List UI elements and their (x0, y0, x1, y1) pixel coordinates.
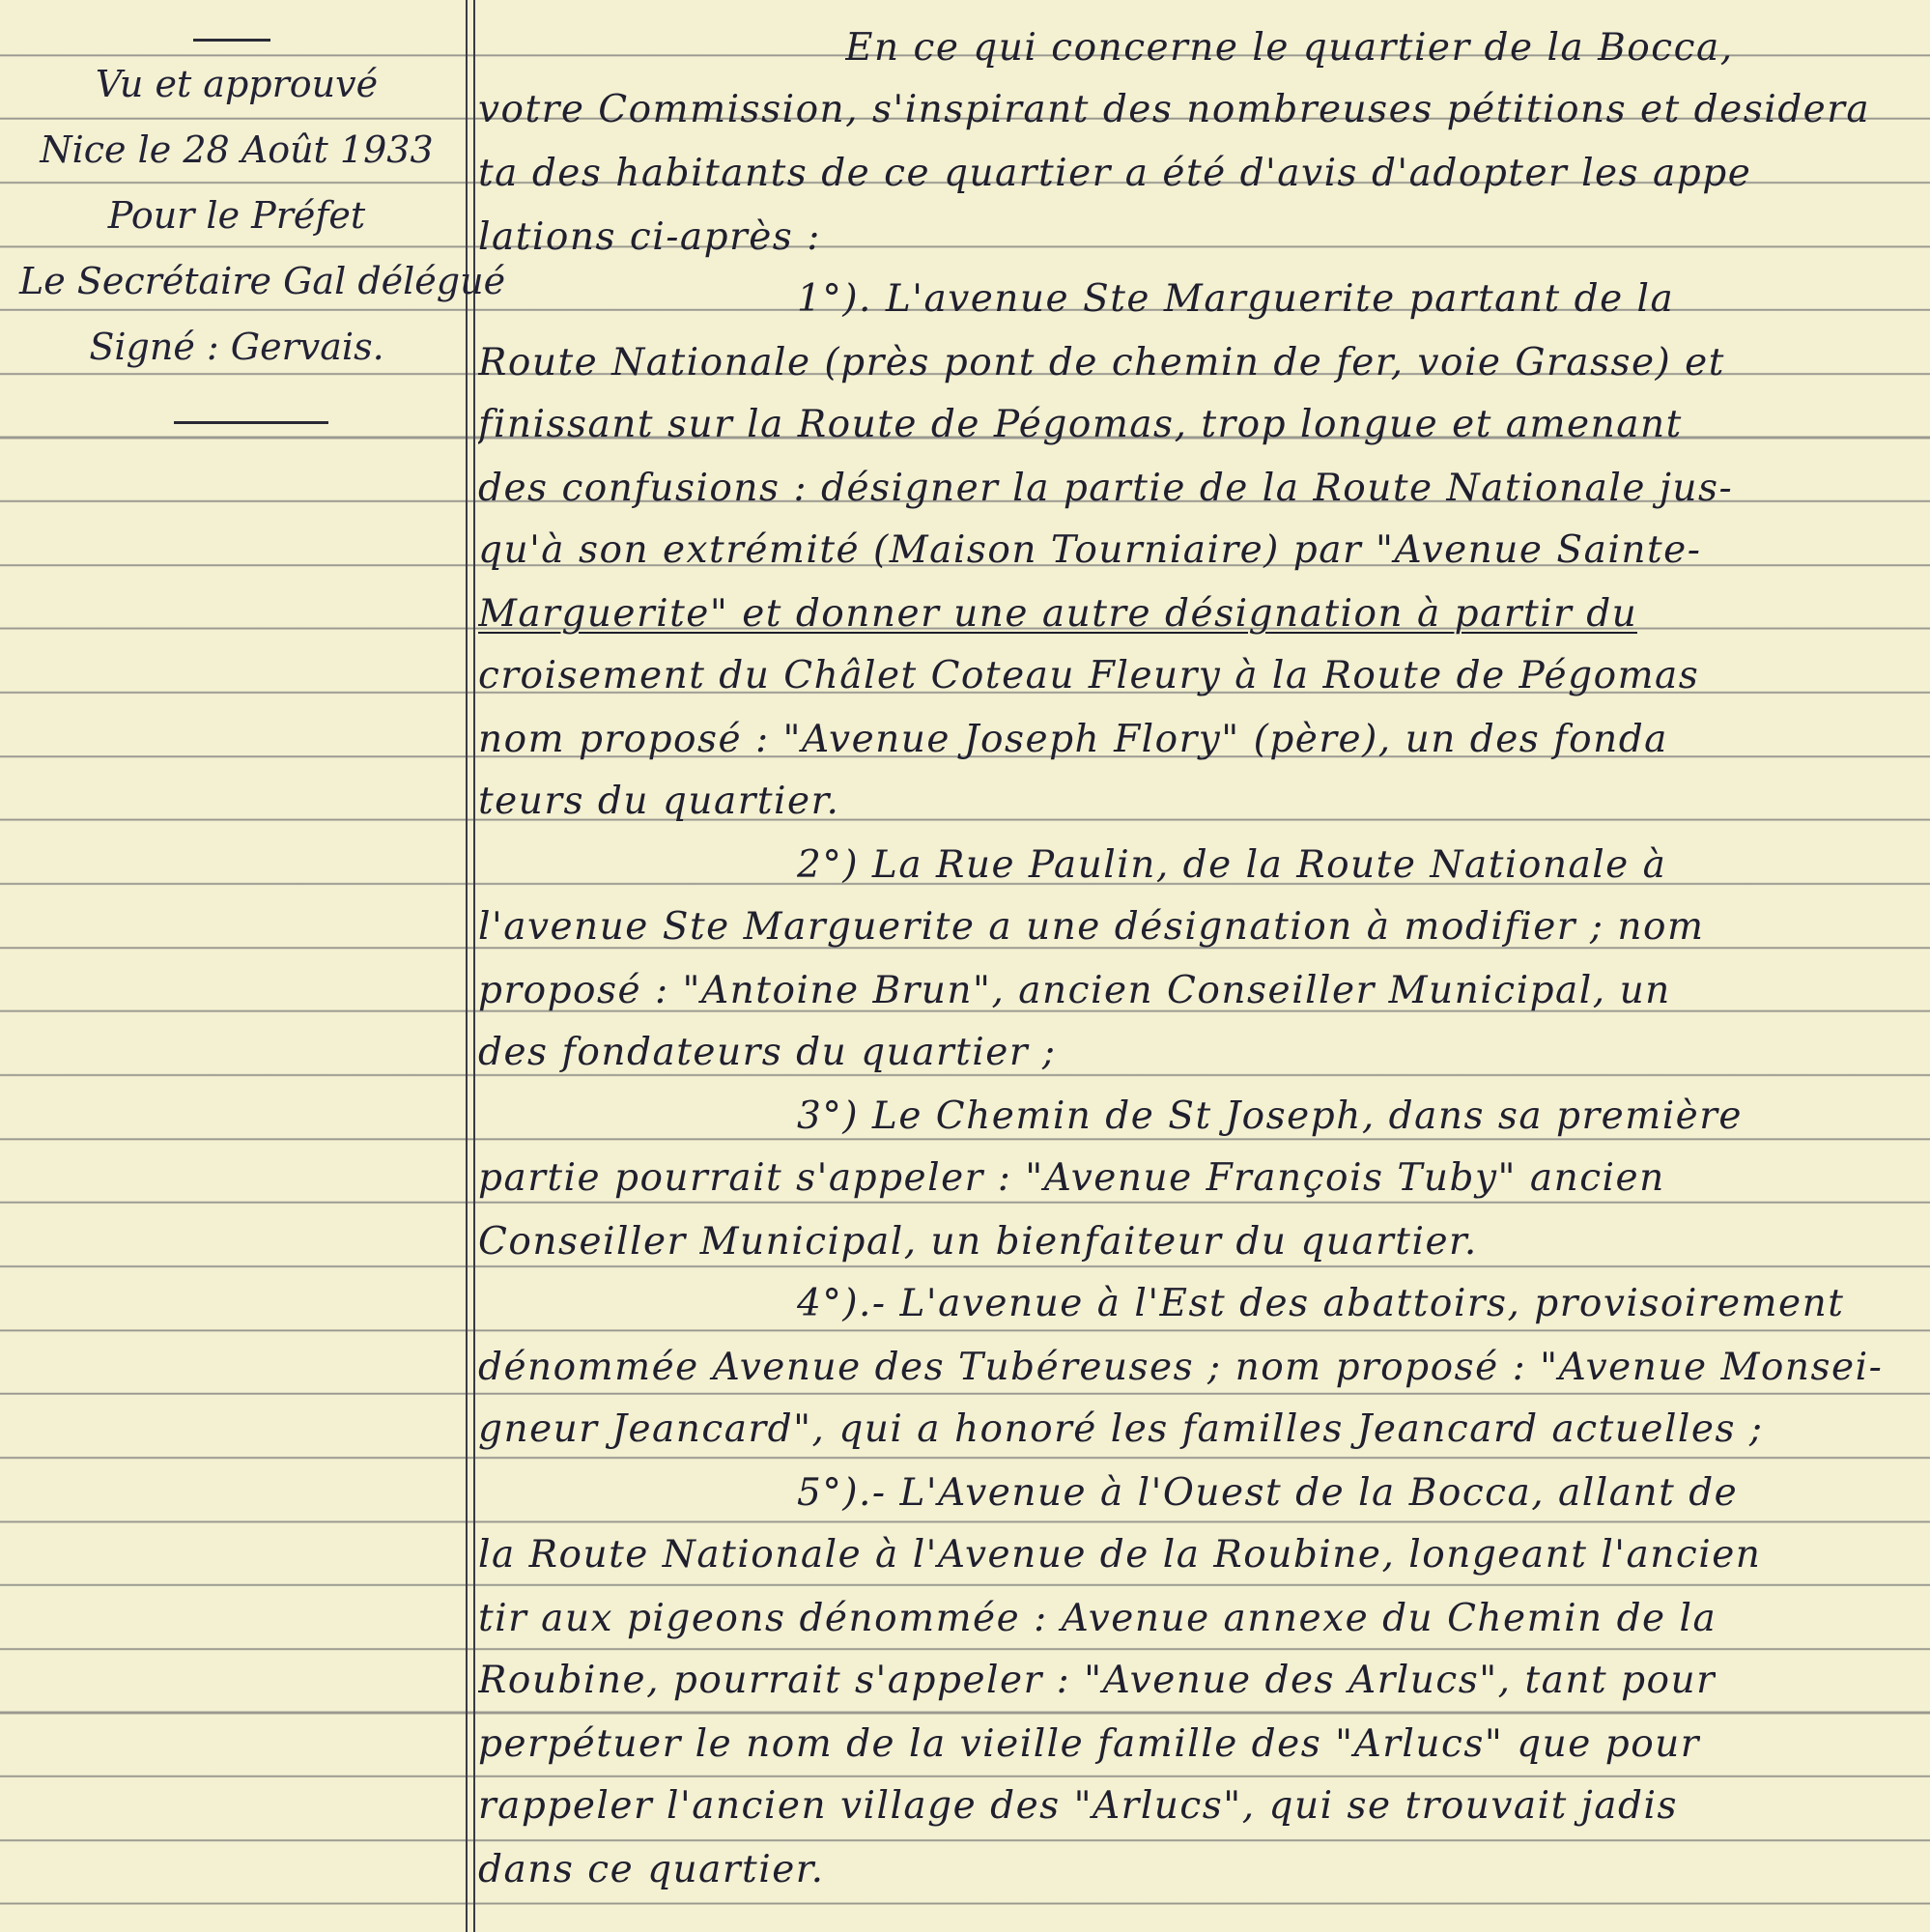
text-line: rappeler l'ancien village des "Arlucs", qui se trouvait jadis (478, 1784, 1678, 1828)
text-line: croisement du Châlet Coteau Fleury à la Route de Pégomas (478, 654, 1700, 697)
text-line: dans ce quartier. (478, 1848, 825, 1891)
text-line: proposé : "Antoine Brun", ancien Conseiller Municipal, un (478, 969, 1671, 1012)
text-line: 5°).- L'Avenue à l'Ouest de la Bocca, allant de (797, 1471, 1739, 1515)
text-line: 4°).- L'avenue à l'Est des abattoirs, provisoirement (797, 1282, 1845, 1325)
text-line: Route Nationale (près pont de chemin de fer, voie Grasse) et (478, 341, 1725, 384)
text-line: finissant sur la Route de Pégomas, trop longue et amenant (478, 403, 1683, 446)
margin-line: Le Secrétaire Gal délégué (19, 260, 506, 302)
text-line: 2°) La Rue Paulin, de la Route Nationale à (797, 843, 1667, 887)
margin-line: Signé : Gervais. (89, 326, 384, 368)
text-line: 3°) Le Chemin de St Joseph, dans sa première (797, 1094, 1743, 1138)
text-line: ta des habitants de ce quartier a été d'avis d'adopter les appe (478, 152, 1752, 195)
text-line: nom proposé : "Avenue Joseph Flory" (père), un des fonda (478, 718, 1668, 761)
text-line: Marguerite" et donner une autre désignation à partir du (478, 592, 1638, 636)
text-line: la Route Nationale à l'Avenue de la Roubine, longeant l'ancien (478, 1533, 1762, 1577)
text-line: des confusions : désigner la partie de la Route Nationale jus- (478, 467, 1734, 510)
text-line: partie pourrait s'appeler : "Avenue François Tuby" ancien (478, 1156, 1665, 1200)
text-line: des fondateurs du quartier ; (478, 1031, 1057, 1074)
margin-dash-top (193, 39, 270, 42)
text-line: Roubine, pourrait s'appeler : "Avenue des Arlucs", tant pour (478, 1659, 1717, 1702)
margin-line: Vu et approuvé (95, 63, 379, 105)
text-line: dénommée Avenue des Tubéreuses ; nom proposé : "Avenue Monsei- (478, 1346, 1884, 1389)
text-line: Conseiller Municipal, un bienfaiteur du quartier. (478, 1220, 1478, 1264)
margin-line: Nice le 28 Août 1933 (40, 128, 434, 171)
text-line: 1°). L'avenue Ste Marguerite partant de la (797, 277, 1675, 321)
text-line: teurs du quartier. (478, 780, 840, 823)
text-line: gneur Jeancard", qui a honoré les familles Jeancard actuelles ; (478, 1407, 1764, 1451)
text-line: votre Commission, s'inspirant des nombreuses pétitions et desidera (478, 88, 1871, 131)
text-line: En ce qui concerne le quartier de la Bocca, (845, 26, 1734, 70)
text-line: tir aux pigeons dénommée : Avenue annexe du Chemin de la (478, 1597, 1717, 1640)
text-line: l'avenue Ste Marguerite a une désignation à modifier ; nom (478, 905, 1705, 949)
margin-dash-bottom (174, 421, 328, 424)
text-line: qu'à son extrémité (Maison Tourniaire) par "Avenue Sainte- (478, 528, 1702, 572)
text-line: perpétuer le nom de la vieille famille des "Arlucs" que pour (478, 1722, 1700, 1766)
text-line: lations ci-après : (478, 215, 821, 259)
margin-line: Pour le Préfet (107, 194, 366, 237)
